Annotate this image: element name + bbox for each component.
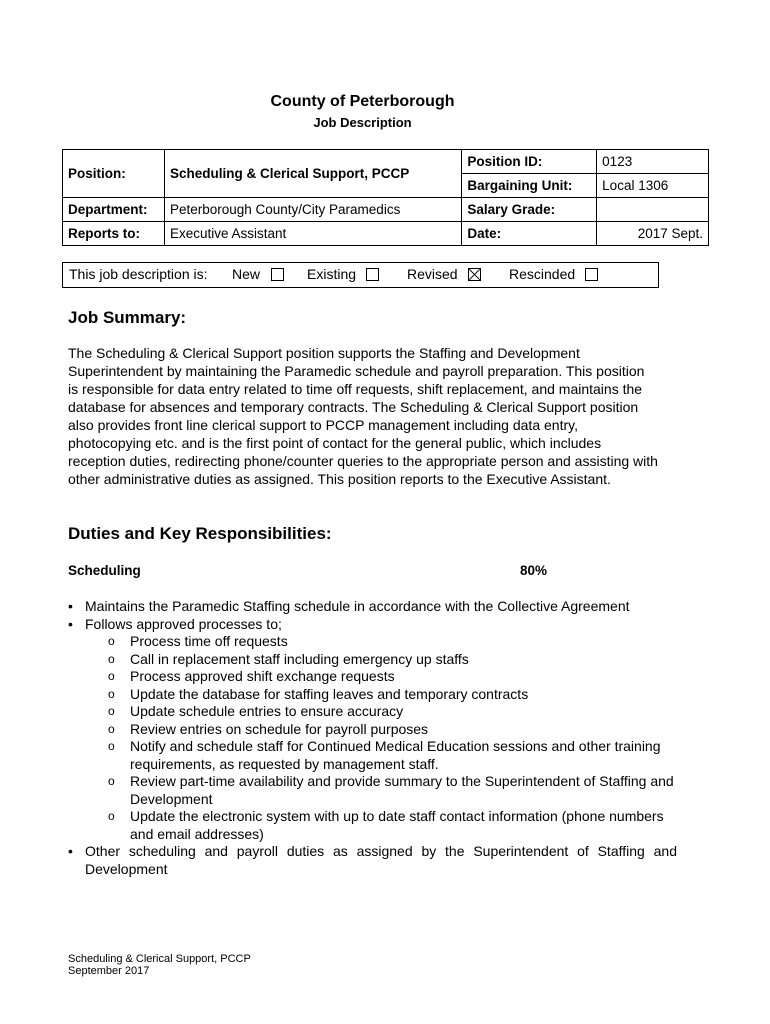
bargaining-unit-label: Bargaining Unit: bbox=[462, 174, 597, 198]
status-revised-label: Revised bbox=[407, 266, 458, 282]
status-rescinded-checkbox[interactable] bbox=[585, 268, 598, 281]
job-summary-text bbox=[68, 344, 658, 488]
duty-item: • Other scheduling and payroll duties as assigned by the Superintendent of Staffing and Development bbox=[85, 843, 677, 878]
reports-to-value: Executive Assistant bbox=[164, 222, 461, 246]
scheduling-section-percent: 80% bbox=[520, 563, 548, 578]
date-value: 2017 Sept. bbox=[597, 222, 709, 246]
job-summary-paragraph: The Scheduling & Clerical Support position supports the Staffing and Development Superintendent by maintaining the Paramedic schedule and payroll preparation. This position is responsible for data entry related to time off requests, shift replacement, and maintains the database for absences and temporary contracts. The Scheduling & Clerical Support position also provides front line clerical support to PCCP management including data entry, photocopying etc. and is the first point of contact for the general public, which includes reception duties, redirecting phone/counter queries to the appropriate person and assisting with other administrative duties as assigned. This position reports to the Executive Assistant. bbox=[68, 345, 658, 487]
duty-sub-item: o Call in replacement staff including emergency up staffs bbox=[130, 651, 677, 669]
scheduling-section-label: Scheduling bbox=[68, 563, 141, 578]
duty-item-text: Follows approved processes to; bbox=[85, 615, 282, 632]
duty-sub-item: o Review entries on schedule for payroll purposes bbox=[130, 721, 677, 739]
status-existing-checkbox[interactable] bbox=[366, 268, 379, 281]
footer bbox=[68, 953, 251, 977]
duty-sub-item: o Update the electronic system with up to date staff contact information (phone numbers and email addresses) bbox=[130, 808, 677, 843]
duty-item bbox=[85, 616, 677, 844]
department-value: Peterborough County/City Paramedics bbox=[164, 198, 461, 222]
date-label: Date: bbox=[462, 222, 597, 246]
salary-grade-value bbox=[597, 198, 709, 222]
reports-to-label: Reports to: bbox=[63, 222, 165, 246]
duties-heading: Duties and Key Responsibilities: bbox=[68, 524, 332, 543]
position-label: Position: bbox=[63, 150, 165, 198]
status-revised-checkbox[interactable] bbox=[468, 268, 481, 281]
duty-sub-item: o Notify and schedule staff for Continued Medical Education sessions and other training requirements, as requested by management staff. bbox=[130, 738, 677, 773]
duty-sub-item: o Review part-time availability and provide summary to the Superintendent of Staffing and Development bbox=[130, 773, 677, 808]
job-summary-heading: Job Summary: bbox=[68, 308, 187, 327]
status-new-checkbox[interactable] bbox=[271, 268, 284, 281]
salary-grade-label: Salary Grade: bbox=[462, 198, 597, 222]
duty-sub-list bbox=[85, 633, 677, 843]
department-label: Department: bbox=[63, 198, 165, 222]
document-subtitle: Job Description bbox=[313, 115, 412, 130]
document-title: County of Peterborough bbox=[270, 93, 455, 110]
position-value: Scheduling & Clerical Support, PCCP bbox=[164, 150, 461, 198]
status-intro: This job description is: bbox=[69, 266, 208, 282]
footer-date: September 2017 bbox=[68, 965, 150, 977]
position-id-label: Position ID: bbox=[462, 150, 597, 174]
status-rescinded-label: Rescinded bbox=[509, 266, 576, 282]
duty-sub-item: o Process time off requests bbox=[130, 633, 677, 651]
description-status-box bbox=[62, 262, 659, 288]
position-id-value: 0123 bbox=[597, 150, 709, 174]
duty-sub-item: o Process approved shift exchange requests bbox=[130, 668, 677, 686]
status-existing-label: Existing bbox=[307, 266, 357, 282]
duty-sub-item: o Update the database for staffing leaves and temporary contracts bbox=[130, 686, 677, 704]
position-info-table bbox=[62, 149, 709, 246]
duties-list bbox=[68, 598, 677, 878]
footer-title: Scheduling & Clerical Support, PCCP bbox=[68, 953, 251, 965]
duty-sub-item: o Update schedule entries to ensure accuracy bbox=[130, 703, 677, 721]
duty-item: • Maintains the Paramedic Staffing schedule in accordance with the Collective Agreement bbox=[85, 598, 677, 616]
status-new-label: New bbox=[232, 266, 261, 282]
bargaining-unit-value: Local 1306 bbox=[597, 174, 709, 198]
